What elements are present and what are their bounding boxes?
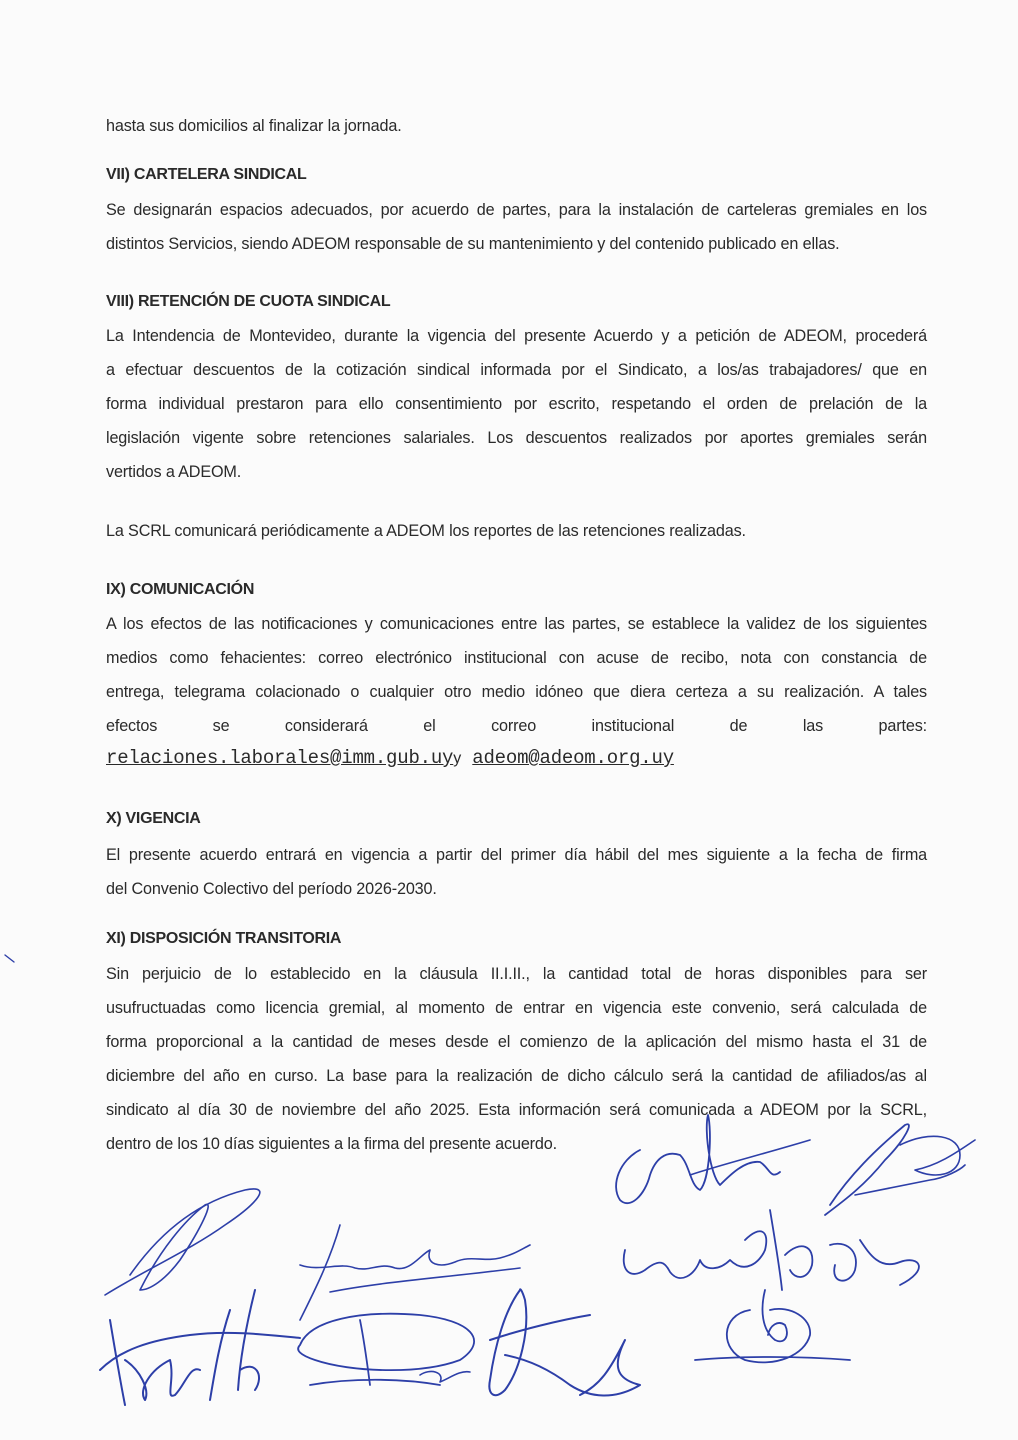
section-heading-cartelera: VII) CARTELERA SINDICAL [106, 166, 307, 183]
paragraph-line: El presente acuerdo entrará en vigencia a partir del primer día hábil del mes siguiente a la fecha de firma [106, 846, 927, 864]
margin-mark [5, 955, 14, 962]
paragraph-line: forma proporcional a la cantidad de meses desde el comienzo de la aplicación del mismo hasta el 31 de [106, 1033, 927, 1051]
paragraph-line: legislación vigente sobre retenciones salariales. Los descuentos realizados por aportes gremiales serán [106, 429, 927, 447]
paragraph-scrl-reports: La SCRL comunicará periódicamente a ADEOM los reportes de las retenciones realizadas. [106, 522, 746, 540]
section-heading-disposicion: XI) DISPOSICIÓN TRANSITORIA [106, 930, 342, 947]
section-heading-comunicacion: IX) COMUNICACIÓN [106, 581, 255, 598]
section-heading-retencion: VIII) RETENCIÓN DE CUOTA SINDICAL [106, 293, 391, 310]
paragraph-line: diciembre del año en curso. La base para la realización de dicho cálculo será la cantidad de afiliados/as al [106, 1067, 927, 1085]
paragraph-line: Se designarán espacios adecuados, por acuerdo de partes, para la instalación de carteleras gremiales en los [106, 201, 927, 219]
signature-1 [105, 1189, 260, 1295]
paragraph-line: distintos Servicios, siendo ADEOM responsable de su mantenimiento y del contenido publicado en ellas. [106, 235, 840, 253]
conjunction-text: y [453, 750, 462, 767]
paragraph-line: del Convenio Colectivo del período 2026-2030. [106, 880, 437, 898]
paragraph-line: forma individual prestaron para ello consentimiento por escrito, respetando el orden de prelación de la [106, 395, 927, 413]
paragraph-line: entrega, telegrama colacionado o cualquier otro medio idóneo que diera certeza a su realización. A tales [106, 683, 927, 701]
signature-8 [695, 1290, 850, 1362]
signature-2 [300, 1225, 530, 1320]
paragraph-line: La Intendencia de Montevideo, durante la vigencia del presente Acuerdo y a petición de ADEOM, procederá [106, 327, 927, 345]
paragraph-line: dentro de los 10 días siguientes a la firma del presente acuerdo. [106, 1135, 557, 1153]
signature-7 [489, 1289, 640, 1395]
section-heading-vigencia: X) VIGENCIA [106, 810, 201, 827]
continuation-text: hasta sus domicilios al finalizar la jornada. [106, 117, 402, 135]
signature-5 [100, 1290, 300, 1405]
paragraph-line: a efectuar descuentos de la cotización sindical informada por el Sindicato, a los/as trabajadores/ que en [106, 361, 927, 379]
paragraph-line: medios como fehacientes: correo electrónico institucional con acuse de recibo, nota con constancia de [106, 649, 927, 667]
email-link-imm[interactable]: relaciones.laborales@imm.gub.uy [106, 747, 454, 769]
paragraph-line: A los efectos de las notificaciones y comunicaciones entre las partes, se establece la validez de los siguientes [106, 615, 927, 633]
signature-6 [298, 1314, 474, 1385]
paragraph-line: vertidos a ADEOM. [106, 463, 242, 481]
paragraph-line: sindicato al día 30 de noviembre del año 2025. Esta información será comunicada a ADEOM por la SCRL, [106, 1101, 927, 1119]
email-addresses-line [106, 748, 927, 769]
paragraph-line: usufructuadas como licencia gremial, al momento de entrar en vigencia este convenio, será calculada de [106, 999, 927, 1017]
paragraph-line: efectos se considerará el correo institucional de las partes: [106, 717, 927, 735]
paragraph-line: Sin perjuicio de lo establecido en la cláusula II.I.II., la cantidad total de horas disponibles para ser [106, 965, 927, 983]
email-link-adeom[interactable]: adeom@adeom.org.uy [472, 747, 674, 769]
